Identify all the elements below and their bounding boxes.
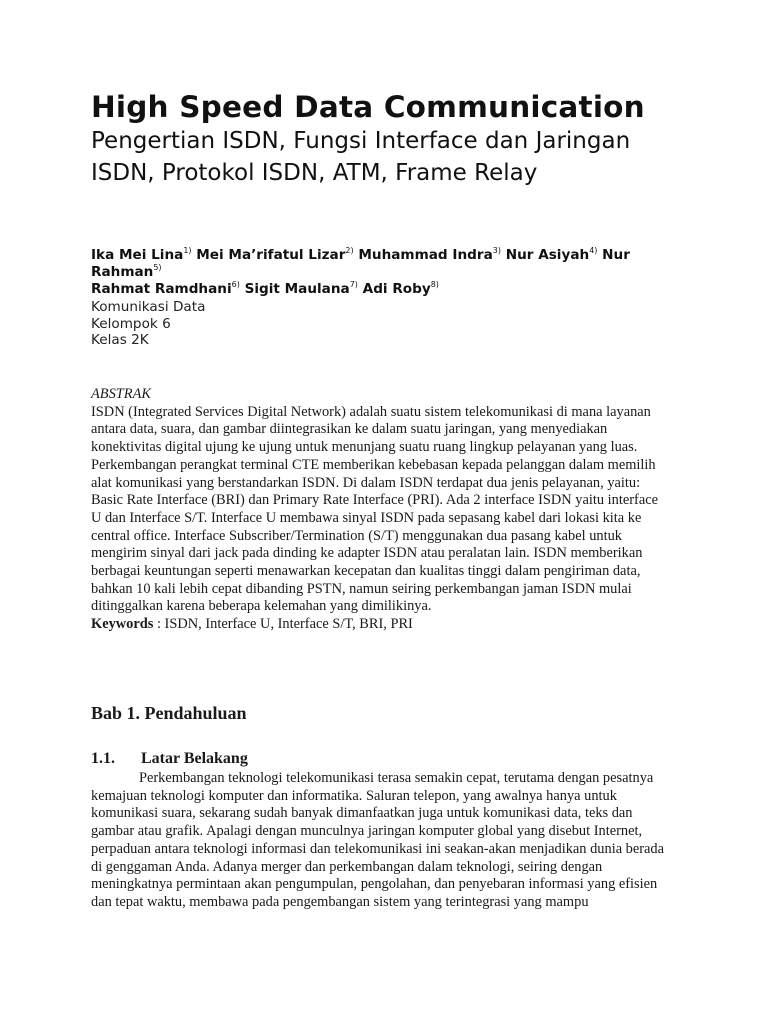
author-name: Muhammad Indra <box>358 247 493 263</box>
author-name: Nur Rahman <box>91 247 630 280</box>
author-name: Nur Asiyah <box>505 247 590 263</box>
course-info <box>91 299 205 349</box>
author-affiliation-mark: 1) <box>183 246 192 255</box>
abstract-section <box>91 386 671 634</box>
group-name: Kelompok 6 <box>91 315 171 332</box>
author-affiliation-mark: 6) <box>231 280 240 289</box>
section-body-text: Perkembangan teknologi telekomunikasi terasa semakin cepat, terutama dengan pesatnya kemajuan teknologi komputer dan informatika. Saluran telepon, yang awalnya hanya untuk komunikasi suara, sekarang sudah banyak dimanfaatkan juga untuk komunikasi data, teks dan gambar atau grafik. Apalagi dengan munculnya jaringan komputer global yang disebut Internet, perpaduan antara teknologi informasi dan telekomunikasi ini seakan-akan menjadikan dunia berada di genggaman Anda. Adanya merger dan perkembangan dalam teknologi, seiring dengan meningkatnya permintaan akan pengumpulan, pengolahan, dan penyebaran informasi yang efisien dan tepat waktu, membawa pada pengembangan sistem yang terintegrasi yang mampu <box>91 770 665 910</box>
paper-title: High Speed Data Communication <box>91 90 645 124</box>
course-name: Komunikasi Data <box>91 299 206 315</box>
abstract-heading: ABSTRAK <box>91 386 151 402</box>
chapter-heading: Bab 1. Pendahuluan <box>91 703 247 723</box>
author-affiliation-mark: 3) <box>492 246 501 255</box>
author-list <box>91 247 671 298</box>
author-affiliation-mark: 5) <box>153 263 162 272</box>
author-affiliation-mark: 2) <box>345 246 354 255</box>
author-affiliation-mark: 7) <box>349 280 358 289</box>
abstract-text: ISDN (Integrated Services Digital Network) adalah suatu sistem telekomunikasi di mana layanan antara data, suara, dan gambar diintegrasikan ke dalam suatu jaringan, yang menyediakan konektivitas digital ujung ke ujung untuk menunjang suatu ruang lingkup pelayanan yang luas. Perkembangan perangkat terminal CTE memberikan kebebasan kepada pelanggan dalam memilih alat komunikasi yang berstandarkan ISDN. Di dalam ISDN terdapat dua jenis pelayanan, yaitu: Basic Rate Interface (BRI) dan Primary Rate Interface (PRI). Ada 2 interface ISDN yaitu interface U dan Interface S/T. Interface U membawa sinyal ISDN pada sepasang kabel dari lokasi kita ke central office. Interface Subscriber/Termination (S/T) menggunakan dua pasang kabel untuk mengirim sinyal dari jack pada dinding ke adapter ISDN atau peralatan lain. ISDN memberikan berbagai keuntungan seperti menawarkan kecepatan dan kualitas tinggi dalam pengiriman data, bahkan 10 kali lebih cepat dibanding PSTN, namun seiring perkembangan jaman ISDN mulai ditinggalkan karena beberapa kelemahan yang dimilikinya. <box>91 403 658 615</box>
keywords-line <box>91 616 671 634</box>
author-name: Mei Ma’rifatul Lizar <box>196 247 346 263</box>
author-name: Rahmat Ramdhani <box>91 281 232 297</box>
author-name: Sigit Maulana <box>244 281 350 297</box>
author-affiliation-mark: 8) <box>430 280 439 289</box>
section-number: 1.1. <box>91 750 115 767</box>
section-title: Latar Belakang <box>141 750 248 767</box>
section-heading <box>91 750 248 768</box>
keywords-label: Keywords <box>91 616 154 633</box>
author-name: Ika Mei Lina <box>91 247 184 263</box>
class-name: Kelas 2K <box>91 332 149 348</box>
keywords-list: : ISDN, Interface U, Interface S/T, BRI, PRI <box>153 616 413 633</box>
author-name: Adi Roby <box>362 281 431 297</box>
author-affiliation-mark: 4) <box>589 246 598 255</box>
paper-subtitle: Pengertian ISDN, Fungsi Interface dan Jaringan ISDN, Protokol ISDN, ATM, Frame Relay <box>91 128 631 186</box>
